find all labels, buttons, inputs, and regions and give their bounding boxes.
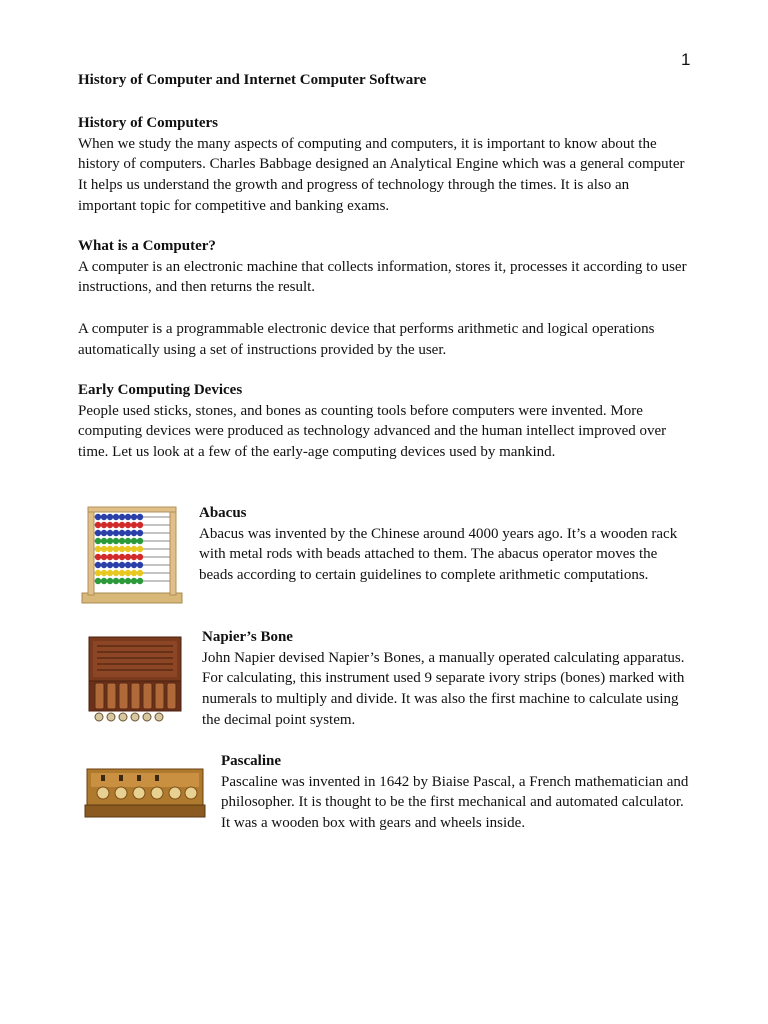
section-history — [78, 113, 690, 217]
device-abacus — [199, 503, 694, 586]
document-title: History of Computer and Internet Computer Software — [78, 72, 427, 88]
section-what-is-computer — [78, 236, 690, 360]
section-early-devices — [78, 380, 690, 463]
device-name: Abacus — [199, 505, 247, 521]
device-napiers-bone — [202, 627, 694, 731]
section-heading: Early Computing Devices — [78, 382, 243, 398]
section-body: When we study the many aspects of computing and computers, it is important to know about the history of computers. Charles Babbage designed an Analytical Engine which was a general computer It helps us understand the growth and progress of technology through the times. It is also an important topic for competitive and banking exams. — [78, 135, 685, 214]
device-description: Abacus was invented by the Chinese around 4000 years ago. It’s a wooden rack with metal rods with beads attached to them. The abacus operator moves the beads according to certain guidelines to complete arithmetic computations. — [199, 525, 678, 584]
section-heading: What is a Computer? — [78, 238, 216, 254]
device-name: Napier’s Bone — [202, 629, 293, 645]
napiers-bones-image — [87, 633, 183, 727]
pascaline-image — [83, 765, 207, 821]
section-body: People used sticks, stones, and bones as counting tools before computers were invented. More computing devices were produced as technology advanced and the human intellect improved over time. Let us look at a few of the early-age computing devices used by mankind. — [78, 402, 667, 461]
section-paragraph-2: A computer is a programmable electronic device that performs arithmetic and logical operations automatically using a set of instructions provided by the user. — [78, 320, 655, 358]
device-description: John Napier devised Napier’s Bones, a manually operated calculating apparatus. For calculating, this instrument used 9 separate ivory strips (bones) marked with numerals to multiply and divide. It was also the first machine to calculate using the decimal point system. — [202, 649, 685, 728]
abacus-image — [80, 505, 184, 605]
page-number: 1 — [681, 50, 691, 69]
device-pascaline — [221, 751, 694, 834]
device-name: Pascaline — [221, 753, 281, 769]
section-paragraph-1: A computer is an electronic machine that collects information, stores it, processes it according to user instructions, and then returns the result. — [78, 258, 687, 296]
section-heading: History of Computers — [78, 115, 218, 131]
device-description: Pascaline was invented in 1642 by Biaise Pascal, a French mathematician and philosopher. It is thought to be the first mechanical and automated calculator. It was a wooden box with gears and wheels inside. — [221, 773, 689, 832]
